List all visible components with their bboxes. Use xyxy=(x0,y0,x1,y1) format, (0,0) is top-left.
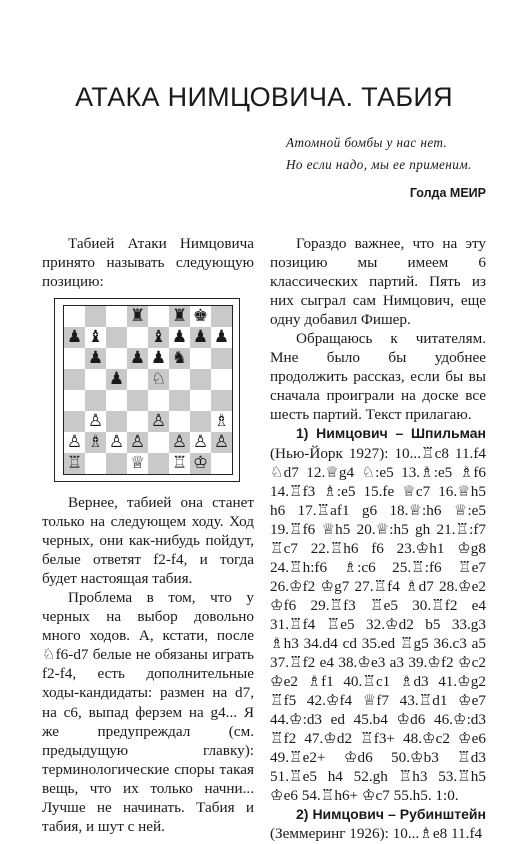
square-f7: ♟ xyxy=(169,327,190,348)
square-c7 xyxy=(106,327,127,348)
square-e4 xyxy=(148,390,169,411)
square-g7: ♟ xyxy=(190,327,211,348)
game-1-moves: (Нью-Йорк 1927): 10...♖c8 11.f4 ♘d7 12.♕g4 ♘:e5 13.♗:e5 ♗f6 14.♖f3 ♗:e5 15.fe ♕c7 16.♕h5 h6 17.♖af1 g6 18.♕:h6 ♕:e5 19.♖f6 ♕h5 20.♕:h5 gh 21.♖:f7 ♖c7 22.♖h6 f6 23.♔h1 ♔g8 24.♖h:f6 ♗:c6 25.♖:f6 ♖e7 26.♔f2 ♔g7 27.♖f4 ♗d7 28.♔e2 ♔f6 29.♖f3 ♖e5 30.♖f2 e4 31.♖f4 ♖e5 32.♔d2 b5 33.g3 ♗h3 34.d4 cd 35.ed ♖g5 36.c3 a5 37.♖f2 e4 38.♔e3 a3 39.♔f2 ♔c2 ♔e2 ♗f1 40.♖c1 ♗d3 41.♔g2 ♖f5 42.♔f4 ♕f7 43.♖d1 ♔e7 44.♔:d3 ed 45.b4 ♔d6 46.♔:d3 ♖f2 47.♔d2 ♖f3+ 48.♔c2 ♔e6 49.♖e2+ ♔d6 50.♔b3 ♖d3 51.♖e5 h4 52.gh ♖h3 53.♖h5 ♔e6 54.♖h6+ ♔c7 55.h5. 1:0. xyxy=(270,444,486,805)
square-d2: ♙ xyxy=(127,432,148,453)
square-e5: ♘ xyxy=(148,369,169,390)
left-column-body xyxy=(42,493,254,836)
paragraph-readers: Обращаюсь к читателям. Мне было бы удобнее продолжить рассказ, если бы вы сначала проиграли на доске все шесть партий. Текст прилагаю. xyxy=(270,330,486,424)
chapter-title: АТАКА НИМЦОВИЧА. ТАБИЯ xyxy=(75,82,453,112)
square-a2: ♙ xyxy=(64,432,85,453)
square-e7: ♝ xyxy=(148,327,169,348)
square-b6: ♟ xyxy=(85,348,106,369)
square-d3 xyxy=(127,411,148,432)
epigraph-line-1: Атомной бомбы у нас нет. xyxy=(286,135,448,150)
square-a6 xyxy=(64,348,85,369)
square-e3: ♙ xyxy=(148,411,169,432)
epigraph-author: Голда МЕИР xyxy=(409,186,486,200)
square-c2: ♙ xyxy=(106,432,127,453)
square-g3 xyxy=(190,411,211,432)
paragraph-classic-games: Гораздо важнее, что на эту позицию мы имеем 6 классических партий. Пять из них сыграл сам Нимцович, еще одну добавил Фишер. xyxy=(270,235,486,329)
square-b2: ♗ xyxy=(85,432,106,453)
square-d6: ♟ xyxy=(127,348,148,369)
square-f3 xyxy=(169,411,190,432)
epigraph xyxy=(286,132,516,176)
square-h3: ♗ xyxy=(211,411,232,432)
square-d7 xyxy=(127,327,148,348)
game-2 xyxy=(270,805,486,843)
square-f6: ♞ xyxy=(169,348,190,369)
square-c3 xyxy=(106,411,127,432)
game-1 xyxy=(270,424,486,805)
square-e6: ♟ xyxy=(148,348,169,369)
game-2-moves: (Земмеринг 1926): 10...♗e8 11.f4 xyxy=(270,825,483,843)
paragraph-problem: Проблема в том, что у черных на выбор довольно много ходов. А, кстати, после ♘f6-d7 белые не обязаны играть f2-f4, есть дополнительные ходы-кандидаты: размен на d7, на c6, выпад ферзем на g4... Я же предупреждал (см. предыдущую главку): терминологические споры такая вещь, что их только начни... Лучше не начинать. Табия и табия, и шут с ней. xyxy=(42,589,254,835)
square-e8 xyxy=(148,306,169,327)
square-d8: ♜ xyxy=(127,306,148,327)
square-f2: ♙ xyxy=(169,432,190,453)
epigraph-line-2: Но если надо, мы ее применим. xyxy=(286,157,472,172)
square-h4 xyxy=(211,390,232,411)
square-b5 xyxy=(85,369,106,390)
paragraph-tabiya: Вернее, табией она станет только на следующем ходу. Ход черных, они как-нибудь пойдут, белые ответят f2-f4, и тогда будет настоящая табия. xyxy=(42,494,254,588)
square-g2: ♙ xyxy=(190,432,211,453)
square-h6 xyxy=(211,348,232,369)
square-g8: ♚ xyxy=(190,306,211,327)
square-h2: ♙ xyxy=(211,432,232,453)
game-2-header: 2) Нимцович – Рубинштейн xyxy=(296,806,486,823)
chess-board xyxy=(63,305,233,475)
square-c6 xyxy=(106,348,127,369)
square-a4 xyxy=(64,390,85,411)
left-column-intro xyxy=(42,234,254,291)
square-h7: ♟ xyxy=(211,327,232,348)
square-g6 xyxy=(190,348,211,369)
square-a3 xyxy=(64,411,85,432)
right-column xyxy=(270,234,486,844)
square-h8 xyxy=(211,306,232,327)
square-d1: ♕ xyxy=(127,453,148,474)
square-b4 xyxy=(85,390,106,411)
square-b7: ♝ xyxy=(85,327,106,348)
square-f5 xyxy=(169,369,190,390)
square-d5 xyxy=(127,369,148,390)
square-c1 xyxy=(106,453,127,474)
square-h1 xyxy=(211,453,232,474)
square-e2 xyxy=(148,432,169,453)
square-c8 xyxy=(106,306,127,327)
square-d4 xyxy=(127,390,148,411)
square-g1: ♔ xyxy=(190,453,211,474)
intro-paragraph: Табией Атаки Нимцовича принято называть следующую позицию: xyxy=(42,235,254,291)
square-f4 xyxy=(169,390,190,411)
square-g4 xyxy=(190,390,211,411)
square-a7: ♟ xyxy=(64,327,85,348)
square-g5 xyxy=(190,369,211,390)
square-f1: ♖ xyxy=(169,453,190,474)
square-a1: ♖ xyxy=(64,453,85,474)
game-1-header: 1) Нимцович – Шпильман xyxy=(296,425,486,442)
square-e1 xyxy=(148,453,169,474)
square-c4 xyxy=(106,390,127,411)
square-a8 xyxy=(64,306,85,327)
square-h5 xyxy=(211,369,232,390)
square-b3: ♙ xyxy=(85,411,106,432)
chess-diagram xyxy=(54,298,240,482)
square-b1 xyxy=(85,453,106,474)
square-f8: ♜ xyxy=(169,306,190,327)
square-c5: ♟ xyxy=(106,369,127,390)
square-a5 xyxy=(64,369,85,390)
square-b8 xyxy=(85,306,106,327)
